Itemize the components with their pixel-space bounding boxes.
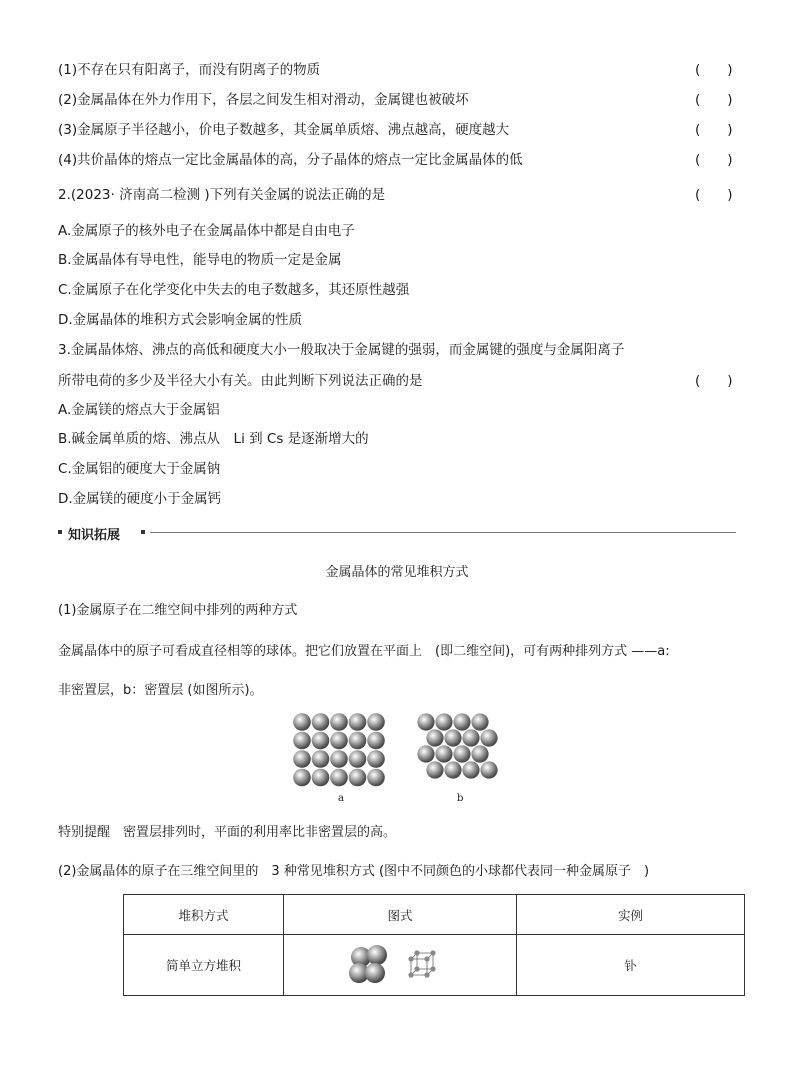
table-header-example: 实例 — [517, 895, 745, 935]
metal-atom-sphere — [367, 713, 385, 731]
bullet-square-icon — [141, 530, 145, 534]
close-packed-layer-figure — [417, 713, 501, 781]
section-heading-label: 知识拓展 — [68, 528, 121, 543]
metal-atom-sphere — [330, 750, 348, 768]
question-2-option-a: A.金属原子的核外电子在金属晶体中都是自由电子 — [58, 223, 355, 239]
metal-atom-sphere — [444, 729, 461, 746]
metal-atom-sphere — [330, 732, 348, 750]
question-2-bracket: ( ) — [695, 187, 733, 203]
table-header-figure: 图式 — [284, 895, 517, 935]
non-close-packed-layer-figure — [293, 713, 385, 787]
table-row — [124, 935, 745, 996]
metal-atom-sphere — [293, 732, 311, 750]
question-2-option-d: D.金属晶体的堆积方式会影响金属的性质 — [58, 312, 303, 328]
metal-atom-sphere — [349, 732, 367, 750]
question-3-stem-line2: 所带电荷的多少及半径大小有关。由此判断下列说法正确的是 — [58, 373, 423, 389]
metal-atom-sphere — [367, 732, 385, 750]
metal-atom-sphere — [480, 761, 497, 778]
metal-atom-sphere — [453, 713, 470, 730]
metal-atom-sphere — [462, 761, 479, 778]
metal-atom-sphere — [312, 732, 330, 750]
metal-atom-sphere — [312, 750, 330, 768]
question-2-stem: 2.(2023· 济南高二检测 )下列有关金属的说法正确的是 — [58, 187, 386, 203]
figure-label-b: b — [457, 793, 464, 804]
packing-table — [123, 894, 745, 996]
metal-atom-sphere — [349, 769, 367, 787]
metal-atom-sphere — [480, 729, 497, 746]
table-cell-method: 简单立方堆积 — [124, 935, 284, 996]
metal-atom-sphere — [349, 713, 367, 731]
metal-atom-sphere — [312, 713, 330, 731]
question-3-option-a: A.金属镁的熔点大于金属铝 — [58, 402, 220, 418]
question-3-stem-line1: 3.金属晶体熔、沸点的高低和硬度大小一般取决于金属键的强弱，而金属键的强度与金属阳离子 — [58, 342, 625, 358]
paragraph-line-1: 金属晶体中的原子可看成直径相等的球体。把它们放置在平面上 (即二维空间)，可有两种排列方式 ——a: — [58, 644, 670, 659]
metal-atom-sphere — [435, 745, 452, 762]
metal-atom-sphere — [453, 745, 470, 762]
bullet-square-icon — [58, 530, 62, 534]
question-3-bracket: ( ) — [695, 373, 733, 389]
metal-atom-sphere — [330, 769, 348, 787]
metal-atom-sphere — [426, 761, 443, 778]
metal-atom-sphere — [471, 745, 488, 762]
metal-atom-sphere — [349, 750, 367, 768]
metal-atom-sphere — [462, 729, 479, 746]
metal-atom-sphere — [367, 769, 385, 787]
question-3-option-b: B.碱金属单质的熔、沸点从 Li 到 Cs 是逐渐增大的 — [58, 431, 369, 447]
simple-cubic-figure — [345, 943, 455, 987]
subheading-1: (1)金属原子在二维空间中排列的两种方式 — [58, 603, 298, 618]
metal-atom-sphere — [330, 713, 348, 731]
table-cell-figure — [284, 935, 517, 996]
judgement-item-1: (1)不存在只有阳离子，而没有阴离子的物质 — [58, 62, 321, 78]
metal-atom-sphere — [426, 729, 443, 746]
question-2-option-c: C.金属原子在化学变化中失去的电子数越多，其还原性越强 — [58, 282, 410, 298]
question-3-option-d: D.金属镁的硬度小于金属钙 — [58, 491, 222, 507]
section-title: 金属晶体的常见堆积方式 — [325, 565, 469, 580]
question-2-option-b: B.金属晶体有导电性，能导电的物质一定是金属 — [58, 252, 342, 268]
answer-bracket-3: ( ) — [695, 122, 733, 138]
subheading-2: (2)金属晶体的原子在三维空间里的 3 种常见堆积方式 (图中不同颜色的小球都代表同一种金属原子 ) — [58, 864, 650, 879]
table-cell-example: 钋 — [517, 935, 745, 996]
metal-atom-sphere — [312, 769, 330, 787]
simple-cubic-cell-icon — [408, 950, 435, 977]
paragraph-line-2: 非密置层，b：密置层 (如图所示)。 — [58, 683, 263, 698]
metal-atom-sphere — [417, 745, 434, 762]
metal-atom-sphere — [293, 769, 311, 787]
metal-atom-sphere — [367, 750, 385, 768]
answer-bracket-4: ( ) — [695, 152, 733, 168]
question-3-option-c: C.金属铝的硬度大于金属钠 — [58, 461, 221, 477]
metal-atom-sphere — [293, 750, 311, 768]
metal-atom-sphere — [471, 713, 488, 730]
metal-atom-sphere — [293, 713, 311, 731]
metal-atom-sphere — [444, 761, 461, 778]
metal-atom-sphere — [435, 713, 452, 730]
metal-atom-sphere — [417, 713, 434, 730]
figure-label-a: a — [338, 793, 344, 804]
answer-bracket-1: ( ) — [695, 62, 733, 78]
answer-bracket-2: ( ) — [695, 92, 733, 108]
table-header-row — [124, 895, 745, 935]
judgement-item-2: (2)金属晶体在外力作用下，各层之间发生相对滑动，金属键也被破坏 — [58, 92, 469, 108]
judgement-item-3: (3)金属原子半径越小，价电子数越多，其金属单质熔、沸点越高，硬度越大 — [58, 122, 510, 138]
simple-cubic-ball-model-icon — [349, 945, 387, 983]
divider — [150, 532, 736, 533]
judgement-item-4: (4)共价晶体的熔点一定比金属晶体的高，分子晶体的熔点一定比金属晶体的低 — [58, 152, 523, 168]
special-note: 特别提醒 密置层排列时，平面的利用率比非密置层的高。 — [58, 825, 397, 840]
table-header-method: 堆积方式 — [124, 895, 284, 935]
section-heading — [58, 524, 736, 543]
